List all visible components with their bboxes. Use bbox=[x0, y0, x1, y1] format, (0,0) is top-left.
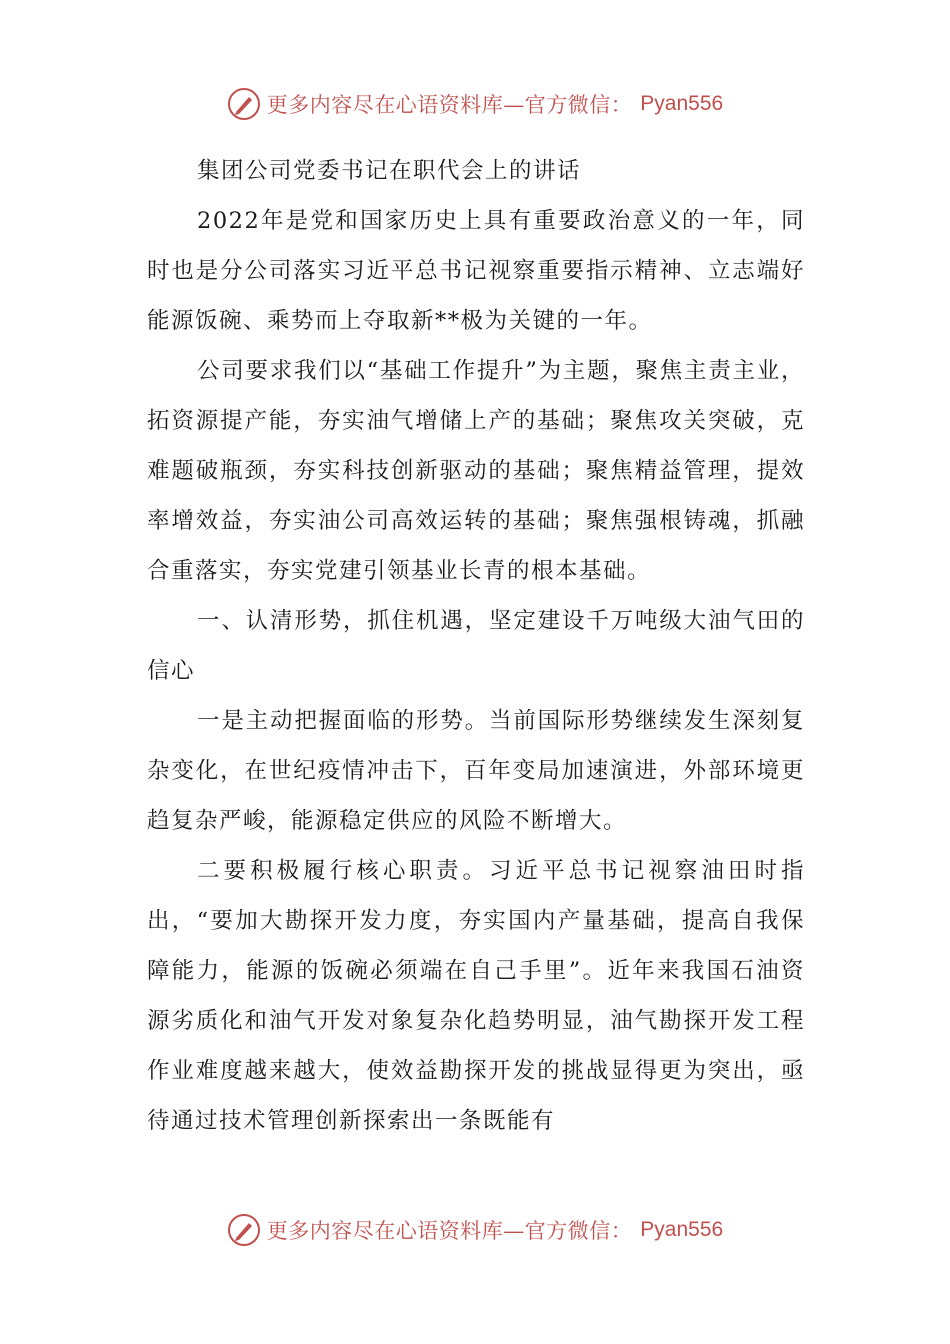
section-heading-1: 一、认清形势，抓住机遇，坚定建设千万吨级大油气田的信心 bbox=[147, 608, 805, 684]
paragraph-4: 二要积极履行核心职责。习近平总书记视察油田时指出，“要加大勘探开发力度，夯实国内产量基础，提高自我保障能力，能源的饭碗必须端在自己手里”。近年来我国石油资源劣质化和油气开发对象复杂化趋势明显，油气勘探开发工程作业难度越来越大，使效益勘探开发的挑战显得更为突出，亟待通过技术管理创新探索出一条既能有 bbox=[147, 858, 805, 1134]
document-title: 集团公司党委书记在职代会上的讲话 bbox=[197, 158, 582, 184]
document-body bbox=[147, 146, 805, 1146]
paragraph-1: 2022年是党和国家历史上具有重要政治意义的一年，同时也是分公司落实习近平总书记视察重要指示精神、立志端好能源饭碗、乘势而上夺取新**极为关键的一年。 bbox=[147, 208, 805, 334]
footer-banner bbox=[0, 1210, 950, 1250]
pen-logo-icon bbox=[227, 87, 261, 121]
header-banner bbox=[0, 84, 950, 124]
paragraph-2: 公司要求我们以“基础工作提升”为主题，聚焦主责主业，拓资源提产能，夯实油气增储上产的基础；聚焦攻关突破，克难题破瓶颈，夯实科技创新驱动的基础；聚焦精益管理，提效率增效益，夯实油公司高效运转的基础；聚焦强根铸魂，抓融合重落实，夯实党建引领基业长青的根本基础。 bbox=[147, 358, 805, 584]
paragraph-3: 一是主动把握面临的形势。当前国际形势继续发生深刻复杂变化，在世纪疫情冲击下，百年变局加速演进，外部环境更趋复杂严峻，能源稳定供应的风险不断增大。 bbox=[147, 708, 805, 834]
banner-wechat-id: Pyan556 bbox=[640, 1218, 724, 1241]
banner-wechat-id: Pyan556 bbox=[640, 92, 724, 115]
banner-text: 更多内容尽在心语资料库—官方微信： bbox=[266, 1219, 633, 1243]
banner-text: 更多内容尽在心语资料库—官方微信： bbox=[266, 93, 633, 117]
pen-logo-icon bbox=[227, 1213, 261, 1247]
